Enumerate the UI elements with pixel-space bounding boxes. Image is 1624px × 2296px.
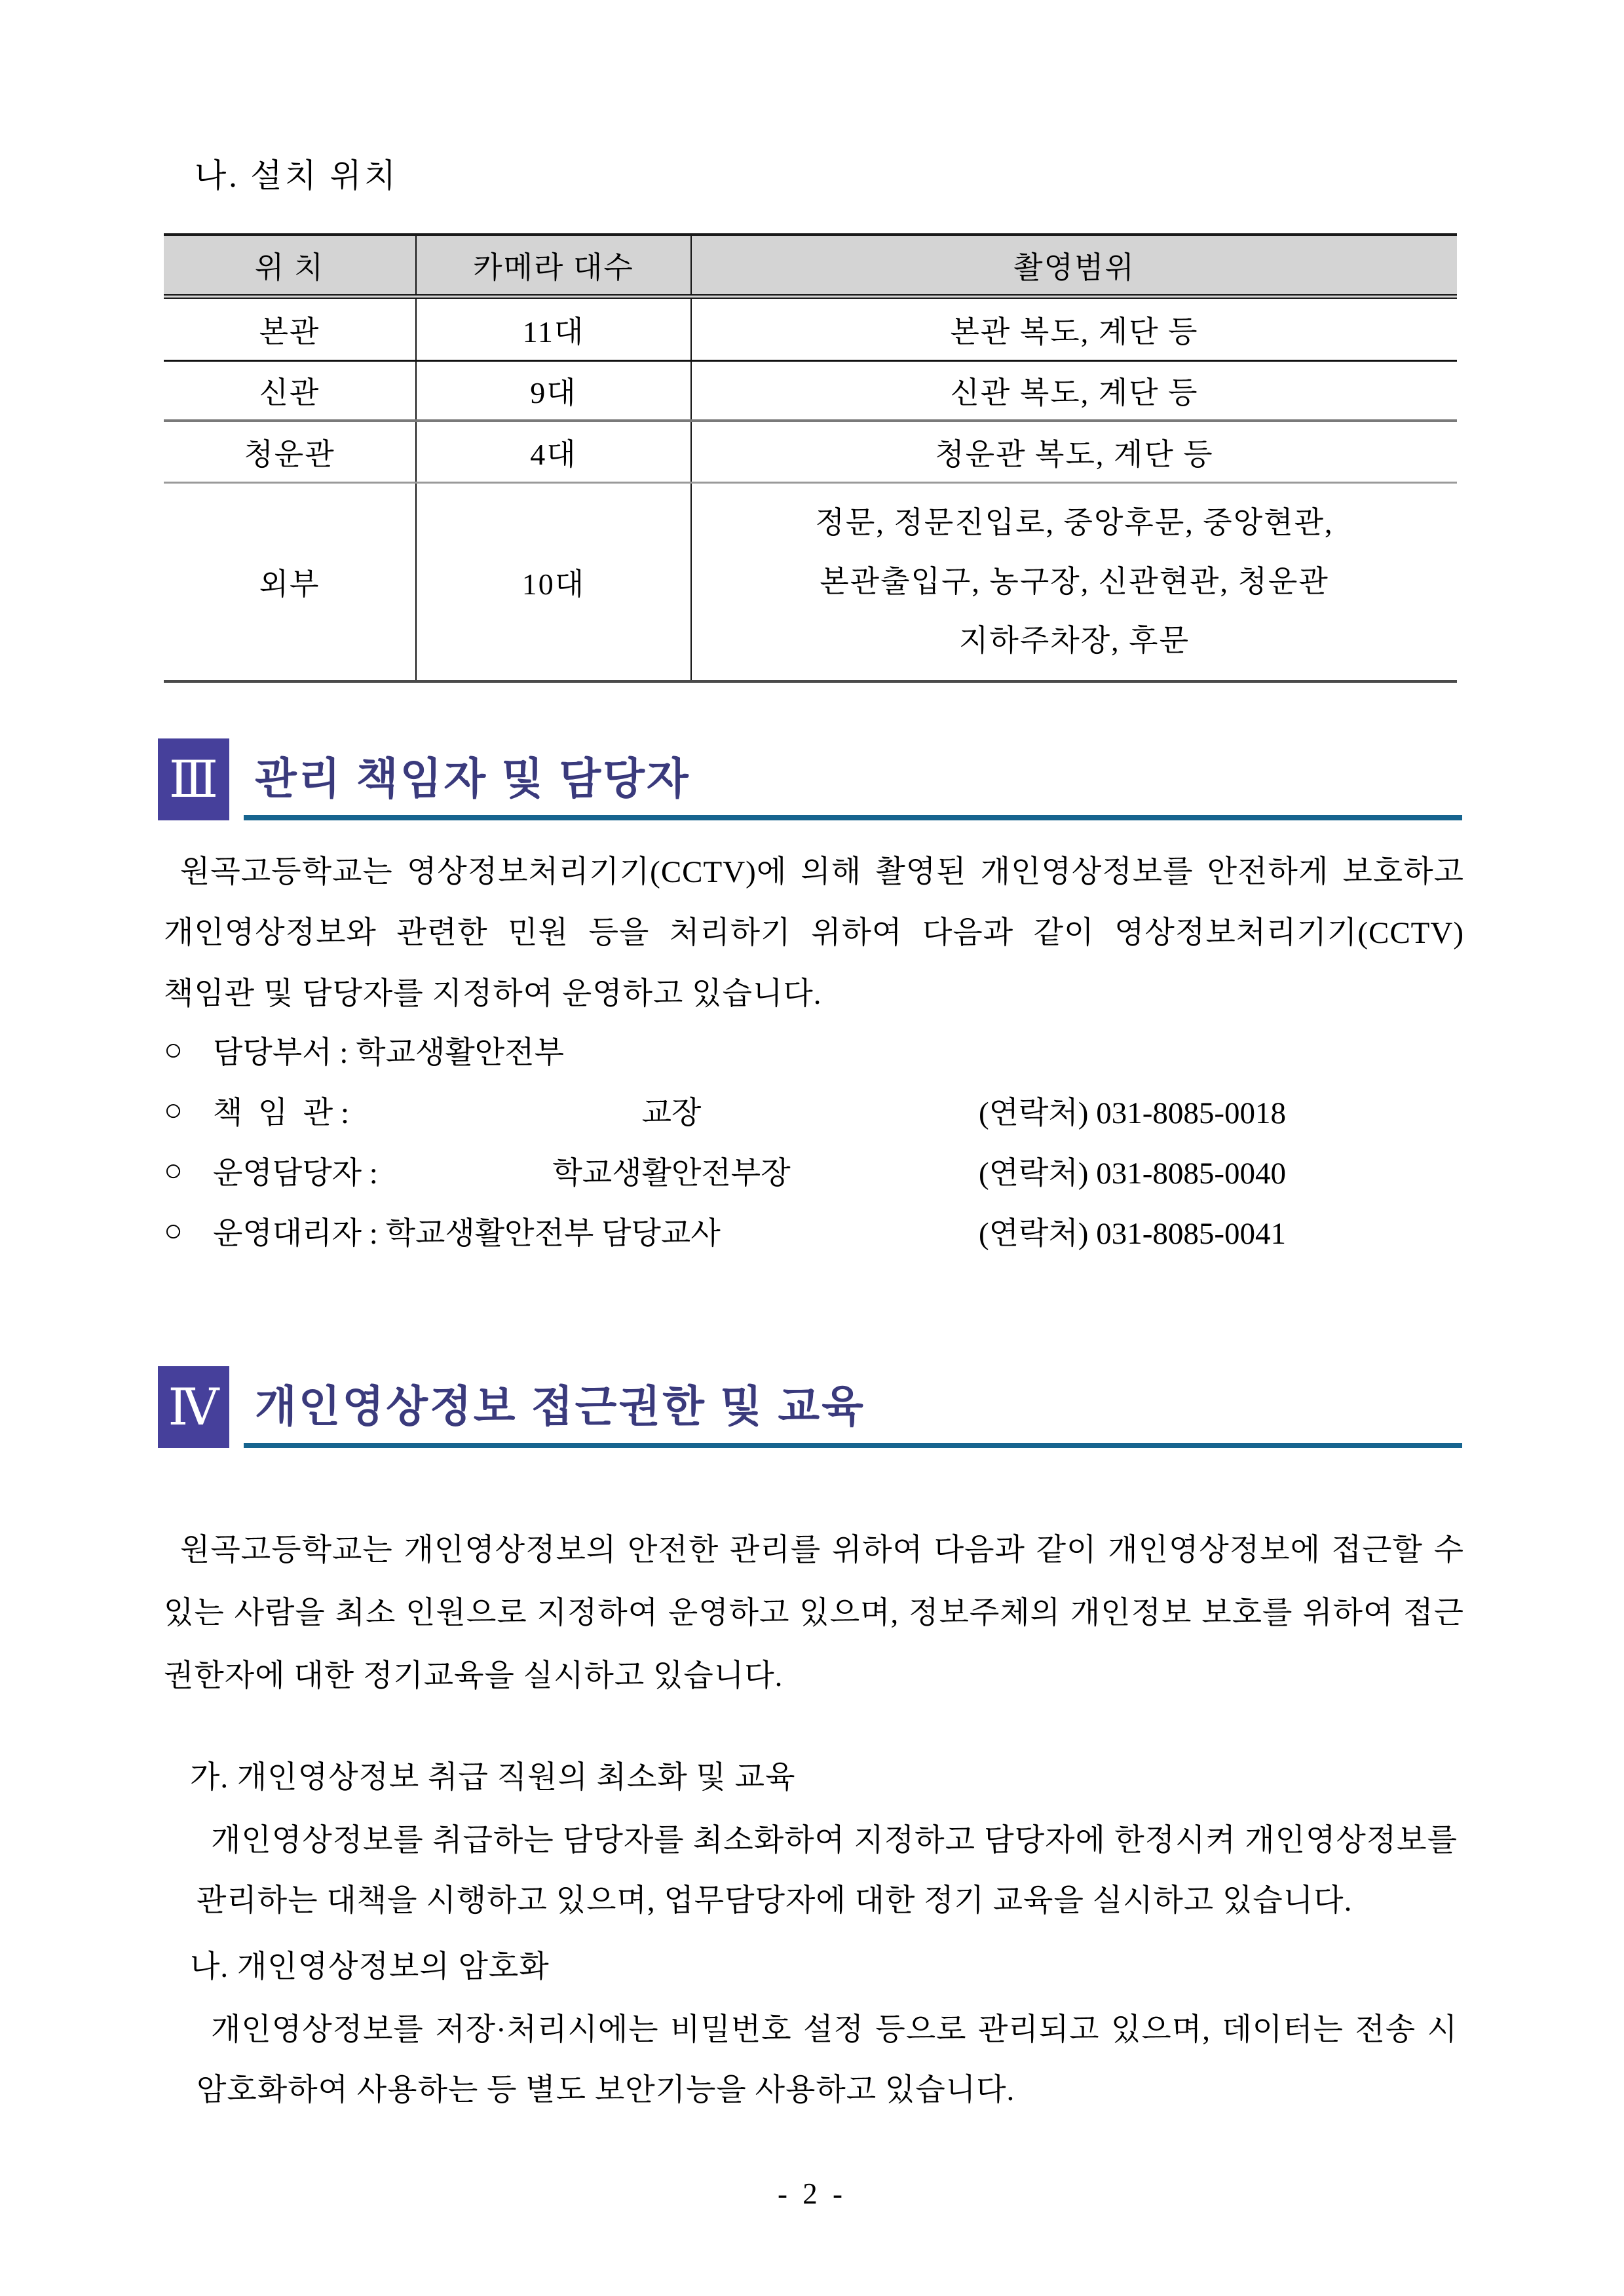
section3-underline xyxy=(244,815,1462,820)
range-line: 본관출입구, 농구장, 신관현관, 청운관 xyxy=(820,565,1329,598)
section4-subitems xyxy=(164,1748,1467,2127)
table-row xyxy=(164,421,1457,483)
section4-roman-numeral: Ⅳ xyxy=(168,1378,219,1436)
range-line: 지하주차장, 후문 xyxy=(958,624,1190,657)
cell-location: 신관 xyxy=(164,361,416,421)
section3-roman-numeral: Ⅲ xyxy=(168,750,219,808)
install-location-subheading: 나. 설치 위치 xyxy=(195,157,398,194)
circle-bullet-icon: ○ xyxy=(164,1032,183,1067)
subitem-ga-body: 개인영상정보를 취급하는 담당자를 최소화하여 지정하고 담당자에 한정시켜 개인영상정보를 관리하는 대책을 시행하고 있으며, 업무담당자에 대한 정기 교육을 실시하고 있습니다. xyxy=(197,1824,1458,1918)
page-number: - 2 - xyxy=(778,2177,846,2210)
circle-bullet-icon: ○ xyxy=(164,1213,183,1248)
cctv-location-table xyxy=(164,233,1457,683)
bullet-contact: (연락처) 031-8085-0041 xyxy=(978,1216,1286,1251)
cell-location: 외부 xyxy=(164,483,416,682)
bullet-label: 운영담당자 : xyxy=(213,1156,378,1191)
col-header-location: 위 치 xyxy=(164,235,416,297)
cell-range: 본관 복도, 계단 등 xyxy=(691,297,1457,361)
section3-paragraph: 원곡고등학교는 영상정보처리기기(CCTV)에 의해 촬영된 개인영상정보를 안전하게 보호하고 개인영상정보와 관련한 민원 등을 처리하기 위하여 다음과 같이 영상정보처리기기(CCTV) 책임관 및 담당자를 지정하여 운영하고 있습니다. xyxy=(164,855,1464,1011)
section3-bullet-list xyxy=(164,1020,1286,1261)
section3-number-box xyxy=(158,738,229,820)
subitem-ga-heading: 가. 개인영상정보 취급 직원의 최소화 및 교육 xyxy=(190,1761,796,1795)
col-header-range: 촬영범위 xyxy=(691,235,1457,297)
bullet-row-operation-manager xyxy=(164,1140,1286,1200)
subitem-na-body: 개인영상정보를 저장·처리시에는 비밀번호 설정 등으로 관리되고 있으며, 데이터는 전송 시 암호화하여 사용하는 등 별도 보안기능을 사용하고 있습니다. xyxy=(197,2013,1458,2107)
cell-location: 본관 xyxy=(164,297,416,361)
circle-bullet-icon: ○ xyxy=(164,1092,183,1128)
col-header-camera-count: 카메라 대수 xyxy=(416,235,691,297)
table-row xyxy=(164,483,1457,682)
section4-title: 개인영상정보 접근권한 및 교육 xyxy=(255,1382,865,1430)
range-line: 정문, 정문진입로, 중앙후문, 중앙현관, xyxy=(815,506,1334,539)
cell-cameras: 9대 xyxy=(416,361,691,421)
table-header-row xyxy=(164,235,1457,297)
cell-range: 신관 복도, 계단 등 xyxy=(691,361,1457,421)
section4-paragraph: 원곡고등학교는 개인영상정보의 안전한 관리를 위하여 다음과 같이 개인영상정보에 접근할 수 있는 사람을 최소 인원으로 지정하여 운영하고 있으며, 정보주체의 개인정보 보호를 위하여 접근 권한자에 대한 정기교육을 실시하고 있습니다. xyxy=(164,1533,1464,1693)
cell-range: 청운관 복도, 계단 등 xyxy=(691,421,1457,483)
cell-location: 청운관 xyxy=(164,421,416,483)
cell-cameras: 11대 xyxy=(416,297,691,361)
bullet-value: 학교생활안전부장 xyxy=(552,1156,791,1191)
bullet-row-operation-deputy xyxy=(164,1200,1286,1261)
cell-range xyxy=(691,483,1457,682)
bullet-contact: (연락처) 031-8085-0040 xyxy=(978,1156,1286,1191)
bullet-row-chief xyxy=(164,1080,1286,1140)
bullet-label: 담당부서 : 학교생활안전부 xyxy=(213,1035,564,1070)
section4-underline xyxy=(244,1443,1462,1448)
circle-bullet-icon: ○ xyxy=(164,1153,183,1188)
bullet-label: 책 임 관 : xyxy=(213,1096,350,1130)
bullet-row-department xyxy=(164,1020,1286,1080)
cell-cameras: 4대 xyxy=(416,421,691,483)
section3-title: 관리 책임자 및 담당자 xyxy=(255,754,690,803)
table-row xyxy=(164,297,1457,361)
subitem-na-heading: 나. 개인영상정보의 암호화 xyxy=(190,1950,550,1984)
table-row xyxy=(164,361,1457,421)
section3-banner xyxy=(158,738,1468,824)
section4-banner xyxy=(158,1366,1468,1451)
section4-number-box xyxy=(158,1366,229,1448)
cell-cameras: 10대 xyxy=(416,483,691,682)
bullet-value: 교장 xyxy=(641,1096,702,1130)
bullet-label: 운영대리자 : 학교생활안전부 담당교사 xyxy=(213,1216,721,1251)
bullet-contact: (연락처) 031-8085-0018 xyxy=(978,1096,1286,1130)
